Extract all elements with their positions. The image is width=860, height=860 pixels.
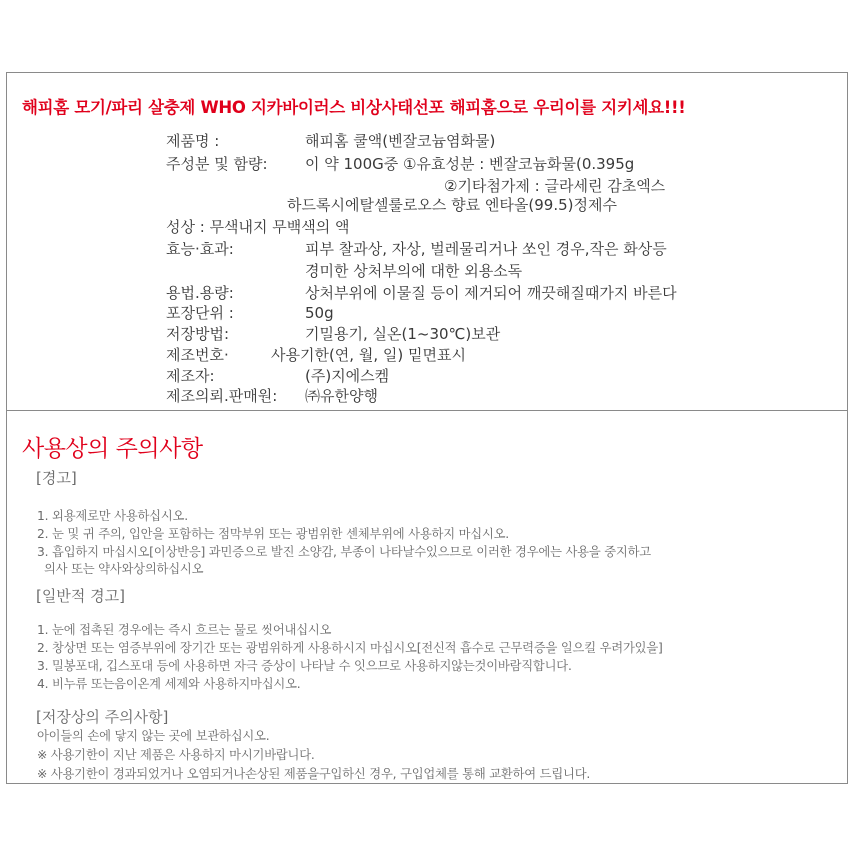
- warning-item-cont: 의사 또는 약사와상의하십시오: [44, 562, 204, 576]
- appearance-text: 성상 : 무색내지 무백색의 액: [166, 218, 350, 236]
- usage-label: 용법.용량:: [166, 284, 234, 302]
- storage-item: ※ 사용기한이 경과되었거나 오염되거나손상된 제품을구입하신 경우, 구입업체를 통해 교환하여 드립니다.: [37, 767, 591, 781]
- warning-heading: [경고]: [36, 469, 77, 487]
- usage-value: 상처부위에 이물질 등이 제거되어 깨끗해질때가지 바른다: [305, 284, 677, 302]
- general-item: 4. 비누류 또는음이온계 세제와 사용하지마십시오.: [37, 677, 301, 691]
- product-name-label: 제품명 :: [166, 132, 220, 150]
- lot-value: 사용기한(연, 월, 일) 밑면표시: [271, 346, 466, 364]
- seller-label: 제조의뢰.판매원:: [166, 387, 278, 405]
- package-value: 50g: [305, 304, 334, 322]
- storage-label: 저장방법:: [166, 325, 230, 343]
- storage-item: ※ 사용기한이 지난 제품은 사용하지 마시기바랍니다.: [37, 748, 315, 762]
- ingredient-label: 주성분 및 함량:: [166, 155, 268, 173]
- general-item: 1. 눈에 접촉된 경우에는 즉시 흐르는 물로 씻어내십시오: [37, 623, 332, 637]
- storage-precautions-heading: [저장상의 주의사항]: [36, 708, 169, 726]
- general-item: 2. 창상면 또는 염증부위에 장기간 또는 광범위하게 사용하시지 마십시오[전신적 흡수로 근무력증을 일으킬 우려가있을]: [37, 641, 663, 655]
- warning-item: 3. 흡입하지 마십시오[이상반응] 과민증으로 발진 소양감, 부종이 나타날수있으므로 이러한 경우에는 사용을 중지하고: [37, 545, 651, 559]
- storage-item: 아이들의 손에 닿지 않는 곳에 보관하십시오.: [37, 729, 270, 743]
- product-name-value: 해피홈 쿨액(벤잘코늄염화물): [305, 132, 496, 150]
- efficacy-label: 효능·효과:: [166, 240, 234, 258]
- warning-item: 1. 외용제로만 사용하십시오.: [37, 509, 188, 523]
- storage-value: 기밀용기, 실온(1~30℃)보관: [305, 325, 501, 343]
- lot-label: 제조번호·: [166, 346, 229, 364]
- ingredient-value: 이 약 100G중 ①유효성분 : 벤잘코늄화물(0.395g: [305, 155, 635, 173]
- warning-item: 2. 눈 및 귀 주의, 입안을 포함하는 점막부위 또는 광범위한 센체부위에 사용하지 마십시오.: [37, 527, 510, 541]
- ingredient-additive: ②기타첨가제 : 글라세린 감초엑스: [444, 177, 666, 195]
- maker-label: 제조자:: [166, 367, 215, 385]
- precautions-title: 사용상의 주의사항: [22, 436, 203, 462]
- efficacy-value-cont: 경미한 상처부의에 대한 외용소독: [305, 262, 523, 280]
- seller-value: ㈜유한양행: [305, 387, 378, 405]
- efficacy-value: 피부 찰과상, 자상, 벌레물리거나 쏘인 경우,작은 화상등: [305, 240, 667, 258]
- package-label: 포장단위 :: [166, 304, 234, 322]
- maker-value: (주)지에스켐: [305, 367, 390, 385]
- headline-banner: 해피홈 모기/파리 살충제 WHO 지카바이러스 비상사태선포 해피홈으로 우리이를 지키세요!!!: [22, 98, 686, 117]
- general-item: 3. 밀봉포대, 깁스포대 등에 사용하면 자극 증상이 나타날 수 잇으므로 사용하지않는것이바람직합니다.: [37, 659, 572, 673]
- section-divider: [6, 410, 848, 411]
- ingredient-additive-cont: 하드록시에탈셀룰로오스 향료 엔타올(99.5)정제수: [287, 196, 617, 214]
- general-warning-heading: [일반적 경고]: [36, 587, 125, 605]
